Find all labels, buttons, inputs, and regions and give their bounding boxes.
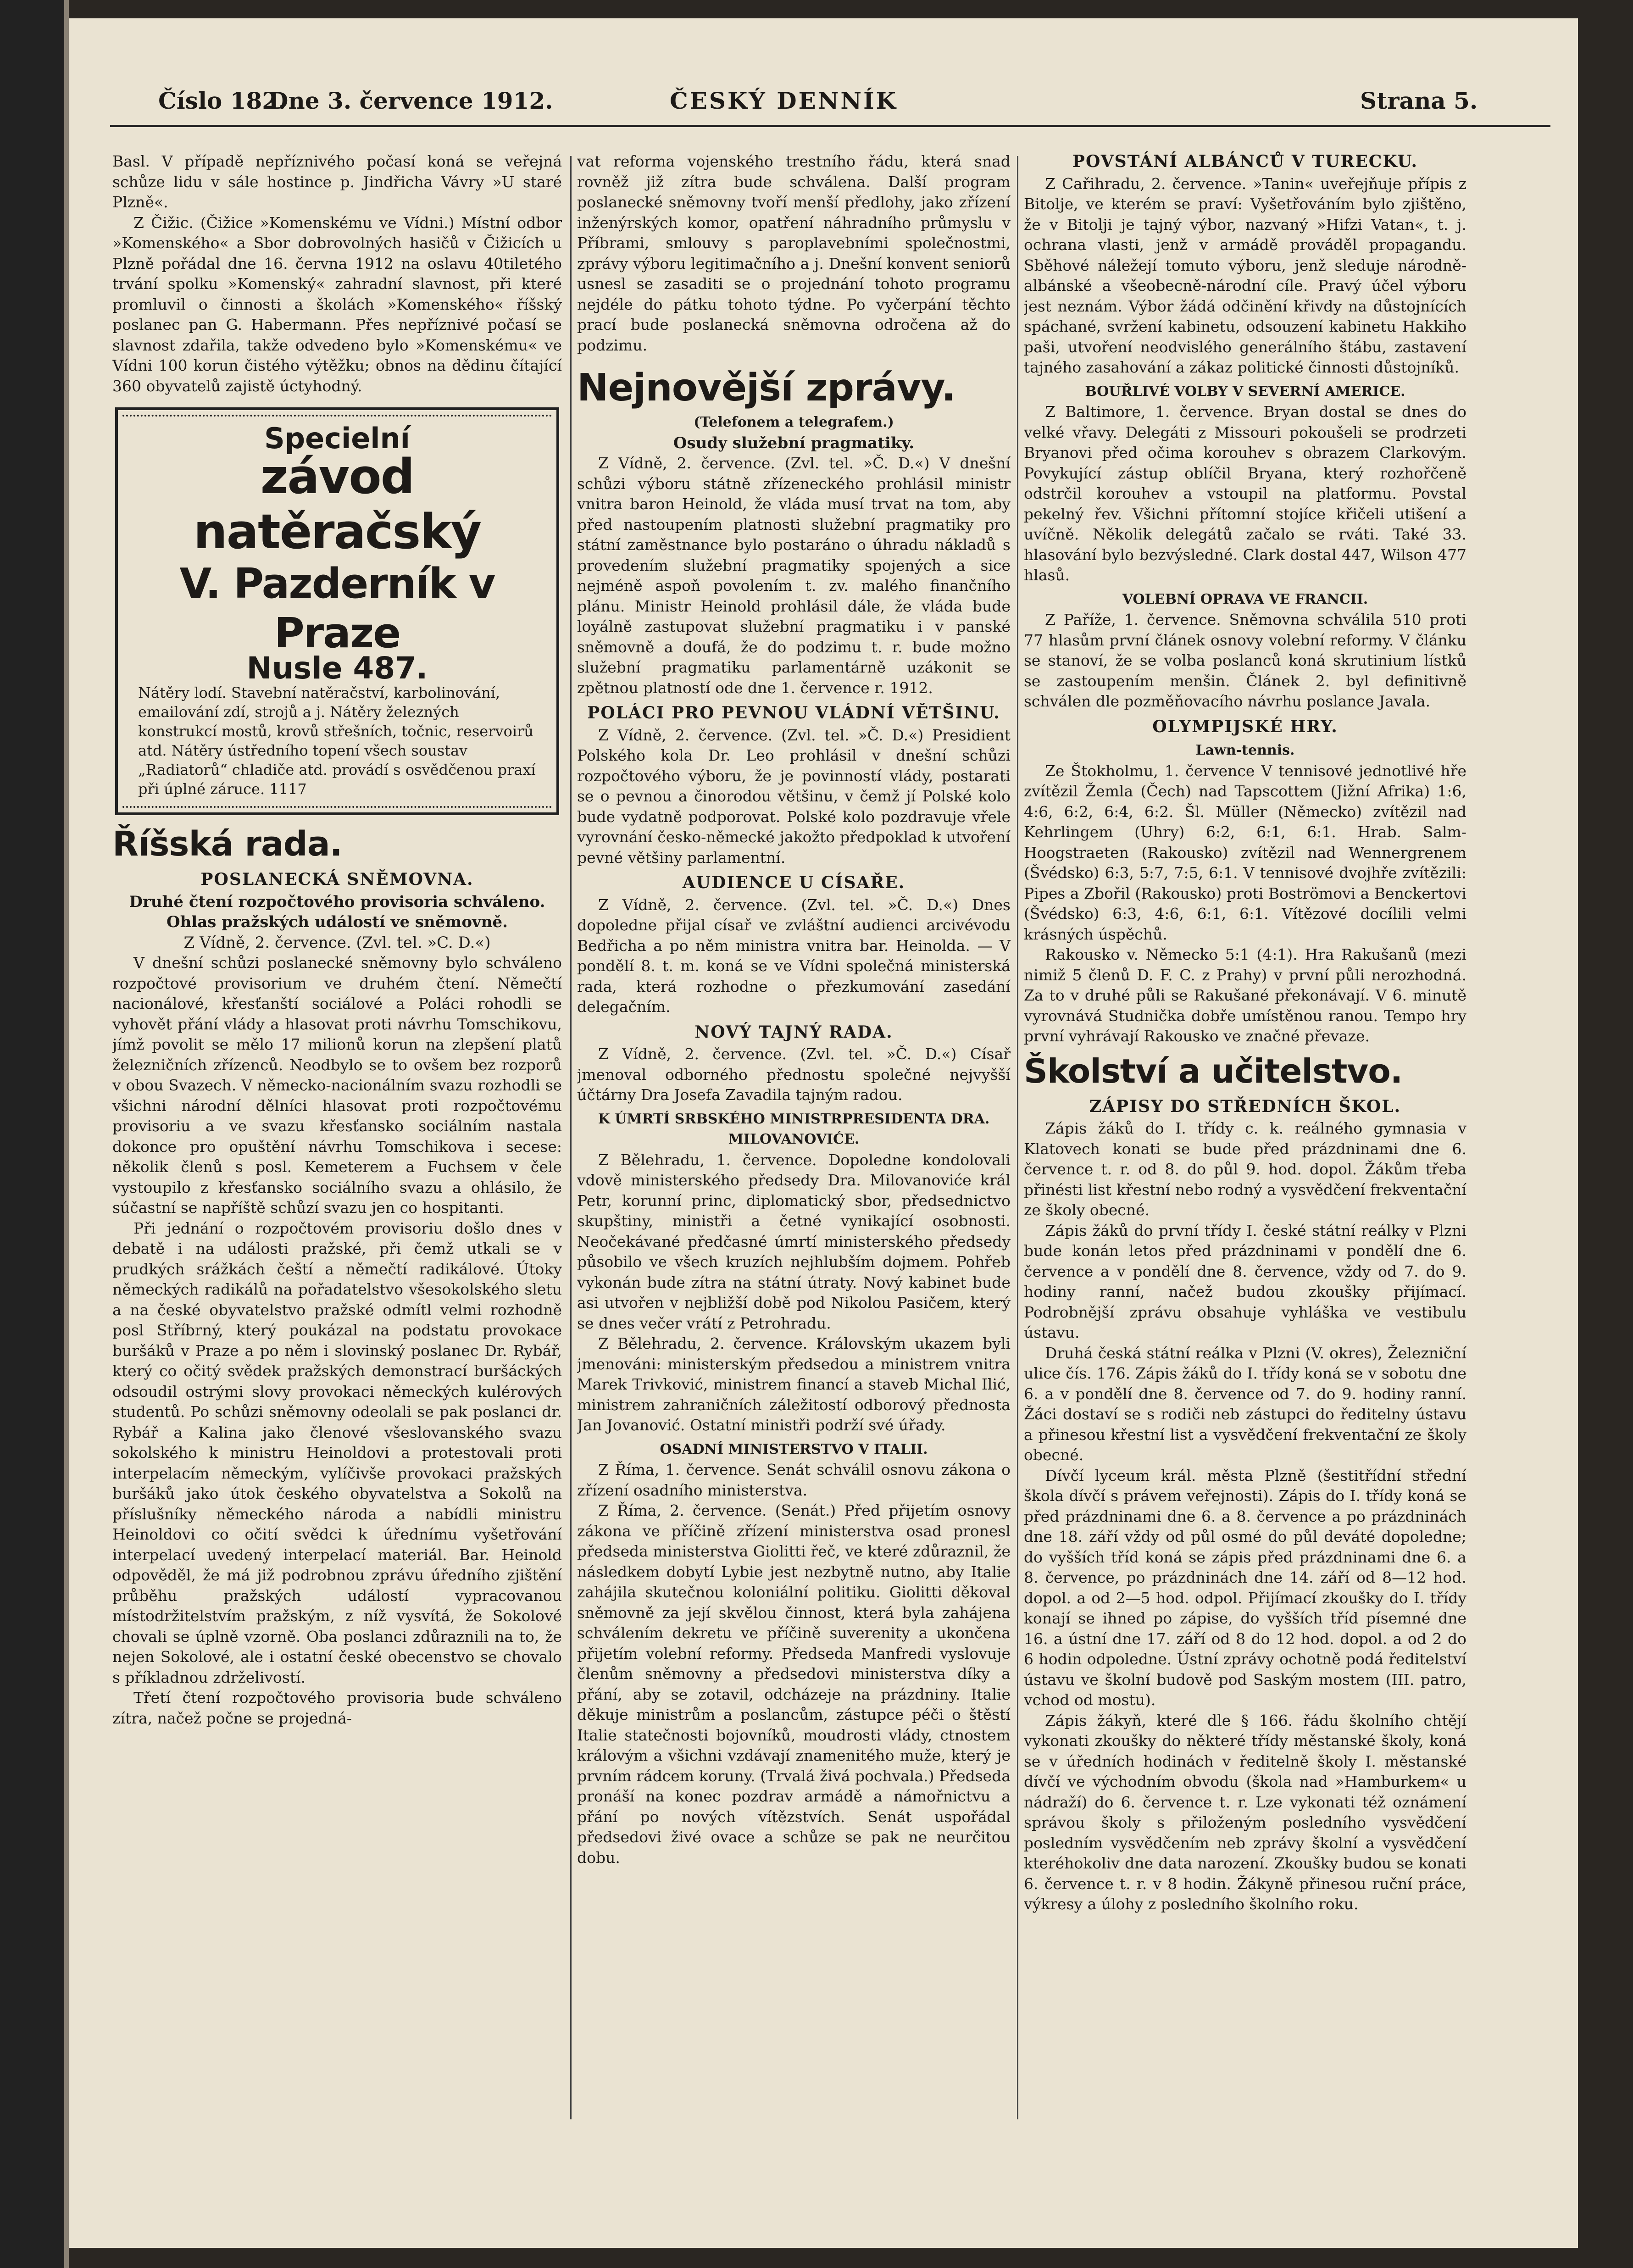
article-text: Basl. V případě nepříznivého počasí koná se veřejná schůze lidu v sále hostince p. Jindřicha Vávry »U staré Plzně«.	[112, 152, 562, 211]
subsection-heading: ZÁPISY DO STŘEDNÍCH ŠKOL.	[1089, 1096, 1401, 1116]
scan-edge-strip	[64, 0, 69, 2268]
article-text: Rakousko v. Německo 5:1 (4:1). Hra Rakušanů (mezi nimiž 5 členů D. F. C. z Prahy) v první půli nerozhodná. Za to v druhé půli se Rakušané překonávají. V 6. minutě vyrovnává Studnička dobře umístěnou ranou. Tempo hry první vyhrávají Rakousko ve značné převaze.	[1024, 945, 1466, 1045]
column-3	[1024, 151, 1466, 2119]
article-headline: OSADNÍ MINISTERSTVO V ITALII.	[660, 1441, 928, 1457]
column-divider-2	[1017, 156, 1018, 2119]
article-text: Zápis žáků do I. třídy c. k. reálného gymnasia v Klatovech konati se bude před prázdninami dne 6. července t. r. od 8. do půl 9. hod. dopol. Žákům třeba přinésti list křestní nebo rodný a vysvědčení frekventační ze školy obecné.	[1024, 1119, 1466, 1219]
article-text: Z Říma, 2. července. (Senát.) Před přijetím osnovy zákona ve příčině zřízení ministerstva osad pronesl předseda ministerstva Giolitti řeč, ve které zdůraznil, že následkem dobytí Lybie jest nezbytně nutno, aby Italie zahájila skutečnou koloniální politiku. Giolitti děkoval sněmovně za její skvělou činnost, která byla zahájena schválením dekretu ve příčině suverenity a ukončena přijetím volební reformy. Předseda Manfredi vyslovuje členům sněmovny a předsedovi ministerstva díky a přání, aby se zotavil, odcházeje na prázdniny. Italie děkuje ministrům a poslancům, zástupce péči o štěstí Italie statečnosti bojovníků, moudrosti vlády, ctnostem královým a všichni vzdávají znamenitého muže, který je prvním rádcem koruny. (Trvalá živá pochvala.) Předseda pronáší na konec pozdrav armádě a námořnictvu a přání po nových vítězstvích. Senát uspořádal předsedovi živé ovace a schůze se pak ne neurčitou dobu.	[577, 1501, 1011, 1867]
column-divider-1	[570, 156, 572, 2119]
ad-line-4: Nusle 487.	[246, 650, 428, 686]
article-text: Z Bělehradu, 1. července. Dopoledne kondolovali vdově ministerského předsedy Dra. Milovanoviće král Petr, korunní princ, diplomatický sbor, předsednictvo skupštiny, ministři a četné vynikající osobnosti. Neočekávané předčasné úmrtí ministerského předsedy působilo ve všech kruzích nejhlubším dojmem. Pohřeb vykonán bude zítra na státní útraty. Nový kabinet bude asi utvořen v nejbližší době pod Nikolou Pasičem, který se dnes večer vrátí z Petrohradu.	[577, 1151, 1011, 1332]
article-headline: VOLEBNÍ OPRAVA VE FRANCII.	[1122, 591, 1368, 607]
article-headline: AUDIENCE U CÍSAŘE.	[682, 873, 905, 892]
article-headline: Druhé čtení rozpočtového provisoria schváleno. Ohlas pražských událostí ve sněmovně.	[129, 892, 545, 931]
article-text: Zápis žákyň, které dle § 166. řádu školního chtějí vykonati zkoušky do některé třídy městanské školy, koná se v úředních hodinách v ředitelně školy I. městanské dívčí ve východním obvodu (škola nad »Hamburkem« u nádraží) do 6. července t. r. Lze vykonati též oznámení správou školy s přiloženým posledního vysvědčení posledním vysvědčením neb zprávy školní a vysvědčení kteréhokoliv dne data narození. Zkoušky budou se konati 6. července t. r. v 8 hodin. Žákyně přinesou ruční práce, výkresy a úlohy z posledního školního roku.	[1024, 1711, 1466, 1913]
newspaper-page	[69, 18, 1578, 2248]
scan-dark-margin	[0, 0, 64, 2268]
issue-date: Dne 3. července 1912.	[268, 87, 553, 114]
page-number: Strana 5.	[1360, 87, 1478, 114]
article-text: Z Vídně, 2. července. (Zvl. tel. »Č. D.«) Dnes dopoledne přijal císař ve zvláštní audienci arcivévodu Bedřicha a po něm ministra vnitra bar. Heinolda. — V pondělí 8. t. m. koná se ve Vídni společná ministerská rada, která rozhodne o přezkumování zasedání delegačním.	[577, 895, 1011, 1016]
dateline: Z Vídně, 2. července. (Zvl. tel. »C. D.«)	[183, 933, 491, 952]
article-text: Z Čižic. (Čižice »Komenskému ve Vídni.) Místní odbor »Komenského« a Sbor dobrovolných hasičů v Čižicích u Plzně pořádal dne 16. června 1912 na oslavu 40tiletého trvání spolku »Komenský« zahradní slavnost, při které promluvil o činnosti a školách »Komenského« říšský poslanec pan G. Habermann. Přes nepříznivé počasí se slavnost zdařila, takže odvedeno bylo »Komenskému« ve Vídni 100 korun čistého výtěžku; obnos na dědinu čítající 360 obyvatelů zajistě úctyhodný.	[112, 213, 562, 395]
advertisement-box	[115, 407, 559, 815]
subsection-heading: POSLANECKÁ SNĚMOVNA.	[200, 870, 474, 889]
article-subheadline: Lawn-tennis.	[1195, 742, 1295, 758]
ad-line-1: Specielní	[264, 422, 410, 455]
article-text: V dnešní schůzi poslanecké sněmovny bylo schváleno rozpočtové provisorium ve druhém čtení. Němečtí nacionálové, křesťanští sociálové a Poláci rohodli se vyhovět přání vlády a hlasovat proti návrhu Tomschikovu, jímž povolit se mělo 17 milionů korun na zlepšení platů železničních zřízenců. Neodbylo se to ovšem bez rozporů v obou Svazech. V německo-nacionálním svazu rozhodli se všichni národní dělníci hlasovat proti rozpočtovému provisoriu a ve svazu křesťansko sociálním nastala dokonce pro opuštění návrhu Tomschikova i secese: několik členů s posl. Kemeterem a Fuchsem v čele vystoupilo z křesťansko sociálního svazu a ohlásilo, že súčastní se napříště schůzí svazu jen co hospitanti.	[112, 954, 562, 1217]
issue-number: Číslo 182.	[158, 87, 286, 114]
article-text: Z Vídně, 2. července. (Zvl. tel. »Č. D.«) Presidient Polského kola Dr. Leo prohlásil v dnešní schůzi rozpočtového výboru, že je povinností vlády, postarati se o pevnou a činorodou většinu, v čemž jí Polské kolo bude vydatně podporovat. Polské kolo pozdravuje vřele vyrovnání česko-německé jakožto předpoklad k utvoření pevné většiny parlamentní.	[577, 726, 1011, 867]
article-text: Z Baltimore, 1. července. Bryan dostal se dnes do velké vřavy. Delegáti z Missouri pokoušeli se prodrzeti Bryanovi před očima korouhev s obrazem Clarkovým. Povykující zástup oblíčil Bryana, který rozhořčeně odstrčil korouhev a vstoupil na platformu. Povstal pekelný řev. Všichni přítomní stojíce křičeli utišení a uvíčně. Několik delegátů začalo se rváti. Také 33. hlasování bylo bezvýsledné. Clark dostal 447, Wilson 477 hlasů.	[1024, 403, 1466, 584]
article-headline: BOUŘLIVÉ VOLBY V SEVERNÍ AMERICE.	[1085, 383, 1405, 400]
section-heading: Školství a učitelstvo.	[1024, 1051, 1403, 1090]
section-heading: Nejnovější zprávy.	[577, 366, 955, 410]
ad-line-2: závod natěračský	[193, 448, 481, 560]
article-headline: NOVÝ TAJNÝ RADA.	[694, 1022, 893, 1042]
article-text: Zápis žáků do první třídy I. české státní reálky v Plzni bude konán letos před prázdninami v pondělí dne 6. července a v pondělí dne 8. července, vždy od 7. do 9. hodiny ranní, načež budou zkoušky přijímací. Podrobnější zprávu obsahuje vyhláška ve vestibulu ústavu.	[1024, 1221, 1466, 1341]
article-text: Z Cařihradu, 2. července. »Tanin« uveřejňuje přípis z Bitolje, ve kterém se praví: Vyšetřováním bylo zjištěno, že v Bitolji je tajný výbor, nazvaný »Hifzi Vatan«, t. j. ochrana vlasti, jenž v armádě prováděl propagandu. Sběhové náležejí tomuto výboru, jenž sleduje národně-albánské a všeobecně-národní cíle. Pravý účel výboru jest neznám. Výbor žádá odčinění křivdy na důstojnících spáchané, svržení kabinetu, odsouzení kabinetu Hakkiho paši, utvoření neodvislého generálního štábu, zastavení tajného zasahování a zákaz politické činnosti důstojníků.	[1024, 174, 1466, 376]
article-headline: K ÚMRTÍ SRBSKÉHO MINISTRPRESIDENTA DRA. MILOVANOVIĆE.	[598, 1111, 990, 1147]
article-text: Z Říma, 1. července. Senát schválil osnovu zákona o zřízení osadního ministerstva.	[577, 1461, 1011, 1499]
article-text: Dívčí lyceum král. města Plzně (šestitřídní střední škola dívčí s právem veřejnosti). Zápis do I. třídy koná se před prázdninami dne 6. a 8. července a po prázdninách dne 18. září vždy od půl osmé do půl deváté dopoledne; do vyšších tříd koná se zápis před prázdninami dne 6. a 8. července, po prázdninách dne 14. září od 8—12 hod. dopol. a od 2—5 hod. odpol. Přijímací zkoušky do I. třídy konají se ihned po zápise, do vyšších tříd písemné dne 16. a ústní dne 17. září od 8 do 12 hod. dopol. a od 2 do 6 hodin odpoledne. Ústní zprávy ochotně podá ředitelství ústavu ve školní budově pod Saským mostem (III. patro, vchod od mostu).	[1024, 1466, 1466, 1709]
article-headline: POLÁCI PRO PEVNOU VLÁDNÍ VĚTŠINU.	[587, 703, 1000, 723]
article-headline: Osudy služební pragmatiky.	[673, 434, 915, 452]
ad-body: Nátěry lodí. Stavební natěračství, karbolinování, emailování zdí, strojů a j. Nátěry železných konstrukcí mostů, krovů střešních, točnic, reservoirů atd. Nátěry ústředního topení všech soustav „Radiatorů“ chladiče atd. provádí s osvědčenou praxí při úplné záruce. 1117	[138, 684, 536, 798]
article-text: Z Vídně, 2. července. (Zvl. tel. »Č. D.«) Císař jmenoval odborného přednostu společné nejvyšší účtárny Dra Josefa Zavadila tajným radou.	[577, 1045, 1011, 1104]
ad-line-3: V. Pazderník v Praze	[179, 559, 495, 657]
article-text: Třetí čtení rozpočtového provisoria bude schváleno zítra, načež počne se projedná-	[112, 1689, 562, 1727]
article-text: Z Bělehradu, 2. července. Královským ukazem byli jmenováni: ministerským předsedou a ministrem vnitra Marek Trivković, ministrem financí a staveb Michal Ilić, ministrem zahraničních záležitostí odborový přednosta Jan Jovanović. Ostatní ministři podrží své úřady.	[577, 1334, 1011, 1434]
section-heading: Říšská rada.	[112, 824, 342, 864]
article-text: vat reforma vojenského trestního řádu, která snad rovněž již zítra bude schválena. Další program poslanecké sněmovny tvoří menší předlohy, jako zřízení inženýrských komor, opatření náhradního průmyslu v Příbrami, smlouvy s paroplavebními společnostmi, zprávy výboru legitimačního a j. Dnešní konvent seniorů usnesl se zasaditi se o projednání tohoto programu nejdéle do pátku tohoto týdne. Po vyčerpání těchto prací bude poslanecká sněmovna odročena až do podzimu.	[577, 152, 1011, 354]
header-rule	[110, 125, 1550, 127]
article-text: Ze Štokholmu, 1. července V tennisové jednotlivé hře zvítězil Žemla (Čech) nad Tapscottem (Jižní Afrika) 1:6, 4:6, 6:2, 6:4, 6:2. Šl. Müller (Německo) zvítězil nad Kehrlingem (Uhry) 6:2, 6:1, 6:1. Hrab. Salm-Hoogstraeten (Rakousko) zvítězil nad Wennergrenem (Švédsko) 6:3, 5:7, 7:5, 6:1. V tennisové dvojhře zvítězili: Pipes a Zbořil (Rakousko) proti Boströmovi a Benckertovi (Švédsko) 6:3, 4:6, 6:1, 6:1. Vítězové docílili velmi krásných úspěchů.	[1024, 762, 1466, 943]
article-text: Při jednání o rozpočtovém provisoriu došlo dnes v debatě i na události pražské, při čemž utkali se v prudkých srážkách čeští a němečtí radikálové. Útoky německých radikálů na pořadatelstvo všesokolského sletu a na české obyvatelstvo pražské odmítl velmi rozhodně posl Stříbrný, který poukázal na podstatu provokace buršáků v Praze a po něm i slovinský poslanec Dr. Rybář, který co očitý svědek pražských demonstrací buršáckých odsoudil ostrými slovy provokaci německých kulérových studentů. Po schůzi sněmovny odeolali se pak poslanci dr. Rybář a Kalina jako členové všeslovanského svazu sokolského k ministru Heinoldovi a protestovali proti interpelacím německým, vylíčivše provokaci pražských buršáků jako útok českého obyvatelstva a Sokolů na příslušníky německého národa a nabídli ministru Heinoldovi co očití svědci k úřednímu vyšetřování interpelací uvedený interpelací materiál. Bar. Heinold odpověděl, že má již podrobnou zprávu úředního zjištění průběhu pražských událostí vypracovanou místodržitelstvím pražským, z níž vysvítá, že Sokolové chovali se úplně vzorně. Oba poslanci zdůraznili na to, že nejen Sokolové, ale i ostatní české obecenstvo se chovalo s příkladnou zdrželivostí.	[112, 1219, 562, 1686]
column-1	[112, 151, 562, 2119]
column-2	[577, 151, 1011, 2119]
article-headline: POVSTÁNÍ ALBÁNCŮ V TURECKU.	[1072, 152, 1418, 171]
article-text: Z Paříže, 1. července. Sněmovna schválila 510 proti 77 hlasům první článek osnovy volební reformy. V článku se stanoví, že se volba poslanců koná skrutinium lístků se zastoupením menšin. Článek 2. byl definitivně schválen dle pozměňovacího návrhu poslance Javala.	[1024, 611, 1466, 710]
section-subtitle: (Telefonem a telegrafem.)	[694, 414, 894, 430]
article-headline: OLYMPIJSKÉ HRY.	[1152, 717, 1338, 736]
masthead: ČESKÝ DENNÍK	[670, 87, 898, 114]
article-text: Druhá česká státní reálka v Plzni (V. okres), Železniční ulice čís. 176. Zápis žáků do I. třídy koná se v sobotu dne 6. a v pondělí dne 8. července od 7. do 9. hodiny ranní. Žáci dostaví se s rodiči neb zástupci do ředitelny ústavu a přinesou křestní list a vysvědčení frekventační ze školy obecné.	[1024, 1344, 1466, 1464]
article-text: Z Vídně, 2. července. (Zvl. tel. »Č. D.«) V dnešní schůzi výboru státně zřízeneckého prohlásil ministr vnitra baron Heinold, že vláda musí trvat na tom, aby před nastoupením platnosti služební pragmatiky pro státní zaměstnance bylo postaráno o úhradu nákladů s provedením služební pragmatiky spojených a sice nejméně aspoň povolením t. zv. malého finančního plánu. Ministr Heinold prohlásil dále, že vláda bude loyálně zastupovat služební pragmatiku i v panské sněmovně a doufá, že do podzimu t. r. bude možno služební pragmatiku parlamentárně uzákonit se zpětnou platností ode dne 1. července r. 1912.	[577, 454, 1011, 697]
